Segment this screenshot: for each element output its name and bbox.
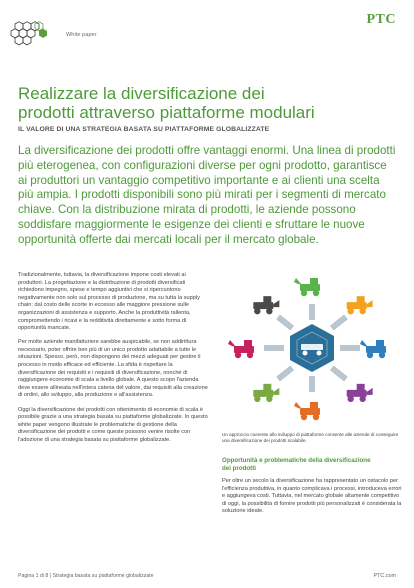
diagram-arrow [332,368,346,379]
diagram-arrow [278,317,292,328]
document-type-label: White paper [66,32,97,38]
footer-website-link[interactable]: PTC.com [373,573,396,579]
section-heading: Opportunità e problematiche della diversificazione dei prodotti [222,457,371,472]
grader-icon [253,296,279,314]
brand-logo: PTC [366,12,396,27]
footer-page-info [18,573,154,579]
crane-icon [360,340,386,358]
excavator-icon [294,278,320,296]
section-body: Per oltre un secolo la diversificazione ha rappresentato un ostacolo per l'efficienza produttiva, in quanto complicava i processi, introduceva errori e aggiungeva costi. Tuttavia, nel mercato globale altamente competitivo di oggi, la possibilità di fornire prodotti più personalizzati è considerata la soluzione ideale. [222,478,402,515]
dozer-icon [294,402,320,420]
footer-doc-title: Strategia basata su piattaforme globalizzate [52,573,154,579]
platform-hub-icon [290,324,334,372]
diagram-caption: Un approccio coerente allo sviluppo di piattaforme consente alle aziende di conseguire una diversificazione dei prodotti scalabile. [222,432,399,443]
footer-separator: | [49,573,52,579]
hexagon-logo-icon [10,18,62,52]
page-header [0,0,414,70]
left-column [18,272,208,451]
diagram-arrow [332,317,346,328]
truck-icon [347,384,373,402]
platform-diagram [222,262,402,432]
body-paragraph: Oggi la diversificazione dei prodotti con ottenimento di economie di scala è possibile grazie a una strategia basata su piattaforme globalizzate. In questo white paper vengono illustrate le problematiche di gestione della diversificazione dei prodotti e come queste possono venire risolte con l'adozione di una strategia basata su piattaforme globalizzate. [18,406,208,443]
diagram-arrow [278,368,292,379]
body-paragraph: Tradizionalmente, tuttavia, la diversificazione impone costi elevati ai produttori. La progettazione e la distribuzione di prodotti diversificati richiedono impegno, spese e tempo aggiuntivi che si ripercuotono negativamente non solo sul processo di produzione, ma su tutta la supply chain: dal costo delle scorte in eccesso alle maggiore pressione sulle organizzazioni di assistenza e supporto. Anche la produttività rallenta, compromettendo i ricavi e la redditività direttamente e sotto forma di opportunità mancate. [18,272,200,332]
loader-icon [347,296,373,314]
tractor-icon [253,384,279,402]
body-paragraph: Per molte aziende manifatturiere sarebbe auspicabile, se non addirittura necessario, poter offrire ben più di un unico prodotto adattabile a tutte le situazioni. Spesso, però, non dispongono dei mezzi adeguati per gestire il processo in modo efficace ed efficiente. La sfida è rispettare la diversificazione dei requisiti e i requisiti di diversificazione, nonché di raggiungere economie di scala a livello globale. A questo scopo l'azienda deve essere allineata nell'intera catena del valore, dai requisiti alla creazione di ordini, allo sviluppo, alla produzione e all'assistenza. [18,339,208,399]
page-subtitle: IL VALORE DI UNA STRATEGIA BASATA SU PIATTAFORME GLOBALIZZATE [18,126,270,133]
skid-steer-icon [228,340,254,358]
lead-paragraph: La diversificazione dei prodotti offre vantaggi enormi. Una linea di prodotti più eterogenea, con configurazioni diverse per ogni prodotto, garantisce ai produttori un vantaggio competitivo importante e ai clienti una scelta più ampia. I prodotti disponibili sono più mirati per i segmenti di mercato chiave. Con la distribuzione mirata di prodotti, le aziende possono soddisfare maggiormente le esigenze dei clienti e sfruttare le nuove opportunità offerte dai mercati locali per il mercato globale. [18,144,396,246]
page-number: Pagina 1 di 8 [18,573,49,579]
page-title: Realizzare la diversificazione dei prodotti attraverso piattaforme modulari [18,84,315,122]
